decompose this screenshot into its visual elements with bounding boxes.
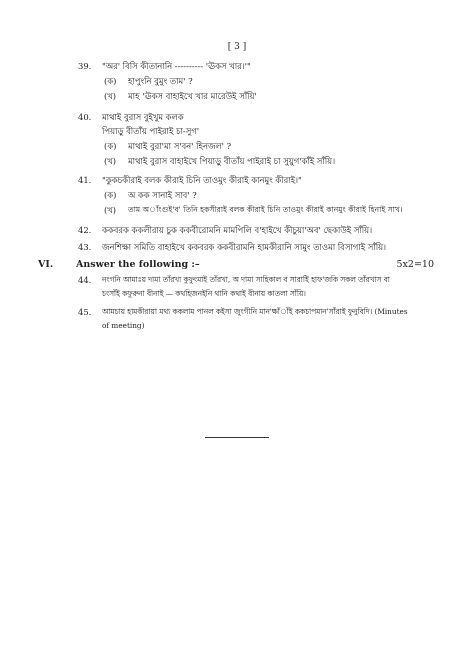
question-number: 42. (78, 225, 92, 235)
question-number: 44. (78, 275, 92, 285)
question-text: ককবরক ককলীরায় চুক ককবীরোমনি মামপিলি ব'হাইখে কীচুয়া'অব' ছেকাউই সাঁয়ি। (102, 225, 373, 235)
question-text-line: নংগনি আমাঃয় দামা তাঁরখা কুফুংমাই তাঁরখা, অ দামা সাহিকাল ব সারাইি হাফ'জকি সকল তাঁরখাস বা (102, 275, 390, 284)
section-title: Answer the following :– (76, 259, 200, 270)
option-label: (খ) (104, 91, 117, 101)
option-text: মাথাই বুরাস বাহাইখে পিয়াড়ু বীতাঁয় পাইরাই চা সুয়ুগ'কাঁই সাঁয়ি। (128, 156, 336, 166)
question-44-text (102, 275, 436, 298)
question-number: 41. (78, 175, 92, 185)
question-text: জনশিক্ষা সমিতি বাহাইখে ককবরক ককবীরামনি হামকীরানি সামুং তাওমা বিসাগাই সাঁয়ি। (102, 242, 387, 252)
option-label: (ক) (104, 141, 117, 151)
question-number: 40. (78, 112, 92, 122)
page-number: [ 3 ] (227, 42, 247, 52)
option-text: মাহ 'ঊকস বাহাইখে খার মারেউই সাঁয়ি' (128, 91, 257, 101)
question-number: 45. (78, 307, 92, 317)
option-label: (খ) (104, 156, 117, 166)
question-text-line: চংসাঁই কফুরুনা বীনাই — কথহিজনইনি থানি কথাই বীনায় কাতলা সাঁয়ি। (102, 289, 306, 299)
option-text: হাপুংনি বুমুং তাম' ? (128, 76, 193, 86)
option-text: অ কক সানাই সাব' ? (128, 190, 197, 200)
question-text: "কুকচকীরাই বলক কীরাই চিনি তাওমুং কীরাই কানমুং কীরাই।" (102, 175, 302, 185)
question-text-line: of meeting) (102, 321, 145, 331)
question-text: মাথাই বুরাস বুইখুম কলক (102, 112, 184, 122)
option-label: (ক) (104, 190, 117, 200)
option-label: (খ) (104, 205, 117, 215)
option-text: মাথাই বুরা'মা স'বন' হিনজল' ? (128, 141, 232, 151)
question-text-line: আমচায় হামকীরায়া মথ্য ককলাম পানল কইসা জুংগীনি মান'ক্ষাঁাঁই ককচাপমান'সাঁরাই ফুনুবিদি। (Minutes (102, 307, 408, 316)
question-45-text (102, 307, 436, 330)
section-number: VI. (38, 259, 54, 270)
question-number: 43. (78, 242, 92, 252)
question-text: "অর' বিসি কীতানানি ---------- 'ঊকস খার।'" (102, 61, 251, 71)
question-text: পিয়াড়ু বীতাঁয় পাইরাই চা-সুগ' (102, 126, 200, 136)
option-text: তাম অাঁংগুই'ব' তিনি হকসীরাই বলক কীরাই চিনি তাওমুং কীরাই কানমুং কীরাই হিনাই সাখ। (128, 205, 403, 214)
section-marks: 5x2=10 (396, 259, 434, 270)
end-divider (205, 437, 269, 438)
question-number: 39. (78, 61, 92, 71)
option-label: (ক) (104, 76, 117, 86)
